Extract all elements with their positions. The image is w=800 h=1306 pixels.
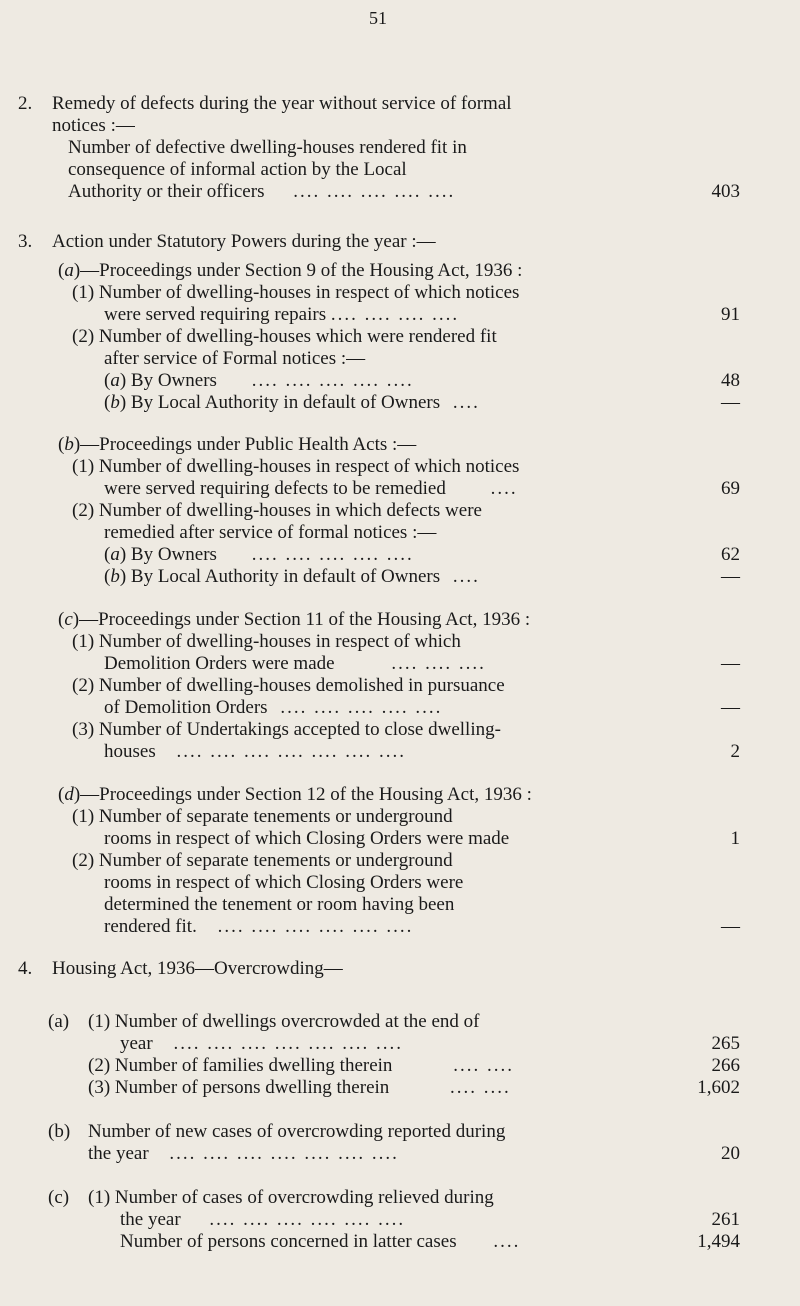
item-4c-1-text: the year (120, 1209, 181, 1230)
item-4a-label: (a) (48, 1011, 70, 1032)
section-4-heading: Housing Act, 1936—Overcrowding— (52, 958, 343, 979)
leader-dots: .... .... .... .... .... .... (209, 1209, 406, 1230)
leader-dots: .... .... .... .... (330, 304, 460, 325)
item-3c-3-line-2 (104, 741, 406, 763)
item-4c-2 (120, 1231, 520, 1253)
item-3c-2-text: of Demolition Orders (104, 697, 268, 718)
item-4a-1-value: 265 (711, 1033, 740, 1054)
item-3a-2b-label: b (110, 392, 120, 413)
item-3c-2-line-2 (104, 697, 442, 719)
item-4c-1-value: 261 (711, 1209, 740, 1230)
leader-dots: .... (493, 1231, 521, 1252)
subsection-3b-label: b (64, 434, 74, 455)
item-3a-2a: (a) By Owners .... .... .... .... .... (104, 370, 414, 391)
item-3d-2-line-4 (104, 916, 413, 938)
item-3b-1-line-1: (1) Number of dwelling-houses in respect of which notices (72, 456, 520, 477)
section-2-text-line-3 (68, 181, 455, 203)
item-3b-1-line-2 (104, 478, 518, 500)
item-3a-2b-text: By Local Authority in default of Owners (130, 392, 441, 413)
item-3b-2b-label: b (110, 566, 120, 587)
subsection-3b-heading: (b)—Proceedings under Public Health Acts :— (58, 434, 417, 455)
item-4a-3-value: 1,602 (697, 1077, 740, 1098)
item-3c-3-text: houses (104, 741, 156, 762)
leader-dots: .... (452, 566, 480, 587)
section-4-number: 4. (18, 958, 33, 979)
subsection-3d-text: —Proceedings under Section 12 of the Housing Act, 1936 : (80, 784, 532, 805)
item-4b-value: 20 (721, 1143, 740, 1164)
item-4c-label: (c) (48, 1187, 70, 1208)
item-3a-2b-value: — (721, 392, 740, 413)
item-3b-2a-label: a (110, 544, 120, 565)
item-3c-2-line-1: (2) Number of dwelling-houses demolished in pursuance (72, 675, 505, 696)
subsection-3c-heading: (c)—Proceedings under Section 11 of the Housing Act, 1936 : (58, 609, 531, 630)
item-3c-3-line-1: (3) Number of Undertakings accepted to close dwelling- (72, 719, 501, 740)
leader-dots: .... (452, 392, 480, 413)
item-3b-2-line-1: (2) Number of dwelling-houses in which defects were (72, 500, 482, 521)
item-4c-1-line-1: (1) Number of cases of overcrowding relieved during (88, 1187, 494, 1208)
leader-dots: .... .... .... .... .... (251, 544, 414, 565)
item-4c-2-text: Number of persons concerned in latter cases (120, 1231, 457, 1252)
item-4a-1-line-2 (120, 1033, 403, 1055)
item-3c-1-line-1: (1) Number of dwelling-houses in respect of which (72, 631, 461, 652)
item-3d-2-text: rendered fit. (104, 916, 197, 937)
item-3b-2a: (a) By Owners .... .... .... .... .... (104, 544, 414, 565)
section-2-text-line-1: Number of defective dwelling-houses rendered fit in (68, 137, 467, 158)
item-3a-1-line-2 (104, 304, 459, 326)
item-4a-1-text: year (120, 1033, 153, 1054)
section-2-heading-line-1: Remedy of defects during the year without service of formal (52, 93, 512, 114)
leader-dots: .... .... .... .... .... (293, 181, 456, 202)
leader-dots: .... .... .... .... .... .... .... (176, 741, 406, 762)
item-3a-2b: (b) By Local Authority in default of Owners .... (104, 392, 480, 413)
leader-dots: .... .... (453, 1055, 514, 1076)
item-4b-label: (b) (48, 1121, 71, 1142)
section-3-heading: Action under Statutory Powers during the year :— (52, 231, 436, 252)
item-3c-3-value: 2 (730, 741, 740, 762)
item-3d-2-line-3: determined the tenement or room having been (104, 894, 455, 915)
subsection-3b-text: —Proceedings under Public Health Acts :— (80, 434, 417, 455)
page-number: 51 (369, 8, 387, 28)
item-3d-1-line-2: rooms in respect of which Closing Orders were made (104, 828, 510, 849)
item-3a-2-line-2: after service of Formal notices :— (104, 348, 366, 369)
item-4a-3-text: (3) Number of persons dwelling therein (88, 1077, 390, 1098)
item-3d-2-value: — (721, 916, 740, 937)
leader-dots: .... .... .... .... .... .... .... (173, 1033, 403, 1054)
item-3c-2-value: — (721, 697, 740, 718)
item-3a-1-value: 91 (721, 304, 740, 325)
item-3b-1-text: were served requiring defects to be remedied (104, 478, 446, 499)
subsection-3c-label: c (64, 609, 73, 630)
item-3b-1-value: 69 (721, 478, 740, 499)
leader-dots: .... .... .... .... .... .... (217, 916, 414, 937)
item-4a-2-text: (2) Number of families dwelling therein (88, 1055, 393, 1076)
section-2-text-line-2: consequence of informal action by the Local (68, 159, 407, 180)
subsection-3a-label: a (64, 260, 74, 281)
leader-dots: .... .... .... (391, 653, 486, 674)
section-3-number: 3. (18, 231, 33, 252)
item-3b-2b-text: By Local Authority in default of Owners (130, 566, 441, 587)
section-2-heading-line-2: notices :— (52, 115, 135, 136)
item-3a-2a-value: 48 (721, 370, 740, 391)
section-2-value: 403 (711, 181, 740, 202)
subsection-3c-text: —Proceedings under Section 11 of the Housing Act, 1936 : (79, 609, 531, 630)
leader-dots: .... .... .... .... .... .... .... (169, 1143, 399, 1164)
item-3d-2-line-1: (2) Number of separate tenements or underground (72, 850, 453, 871)
item-3a-2a-label: a (110, 370, 120, 391)
item-3a-2-line-1: (2) Number of dwelling-houses which were rendered fit (72, 326, 497, 347)
item-3b-2a-text: By Owners (130, 544, 217, 565)
item-3a-1-text: were served requiring repairs (104, 304, 327, 325)
item-4a-2 (88, 1055, 514, 1077)
item-3b-2b-value: — (721, 566, 740, 587)
item-4c-2-value: 1,494 (697, 1231, 740, 1252)
item-4a-3 (88, 1077, 511, 1099)
section-2-text-3: Authority or their officers (68, 181, 265, 202)
item-3d-2-line-2: rooms in respect of which Closing Orders were (104, 872, 464, 893)
item-3a-1-line-1: (1) Number of dwelling-houses in respect of which notices (72, 282, 520, 303)
item-3c-1-line-2 (104, 653, 486, 675)
item-4a-2-value: 266 (711, 1055, 740, 1076)
item-3c-1-value: — (721, 653, 740, 674)
section-2-number: 2. (18, 93, 33, 114)
leader-dots: .... .... (450, 1077, 511, 1098)
item-4b-line-1: Number of new cases of overcrowding reported during (88, 1121, 506, 1142)
leader-dots: .... .... .... .... .... (251, 370, 414, 391)
leader-dots: .... (490, 478, 518, 499)
item-4b-line-2 (88, 1143, 399, 1165)
subsection-3d-label: d (64, 784, 74, 805)
item-3d-1-line-1: (1) Number of separate tenements or underground (72, 806, 453, 827)
subsection-3a-heading: (a)—Proceedings under Section 9 of the Housing Act, 1936 : (58, 260, 523, 281)
item-4c-1-line-2 (120, 1209, 405, 1231)
item-3d-1-value: 1 (730, 828, 740, 849)
leader-dots: .... .... .... .... .... (280, 697, 443, 718)
item-3a-2a-text: By Owners (130, 370, 217, 391)
item-3b-2a-value: 62 (721, 544, 740, 565)
item-4a-1-line-1: (1) Number of dwellings overcrowded at the end of (88, 1011, 480, 1032)
item-3b-2-line-2: remedied after service of formal notices :— (104, 522, 437, 543)
subsection-3d-heading: (d)—Proceedings under Section 12 of the Housing Act, 1936 : (58, 784, 532, 805)
item-3c-1-text: Demolition Orders were made (104, 653, 335, 674)
subsection-3a-text: —Proceedings under Section 9 of the Housing Act, 1936 : (80, 260, 523, 281)
item-4b-text: the year (88, 1143, 149, 1164)
item-3b-2b: (b) By Local Authority in default of Owners .... (104, 566, 480, 587)
